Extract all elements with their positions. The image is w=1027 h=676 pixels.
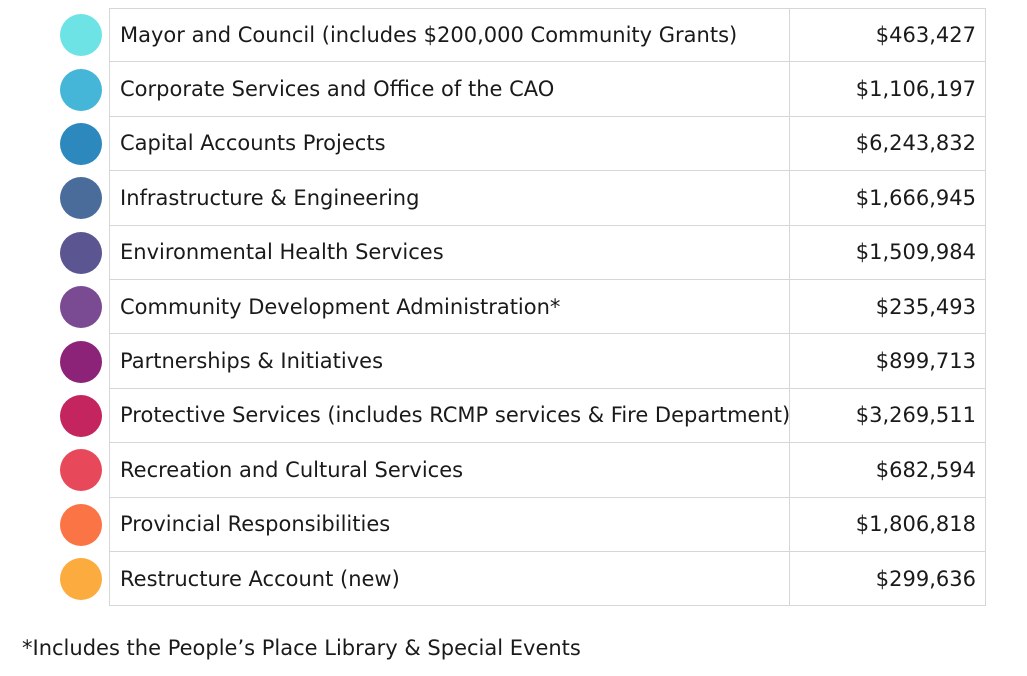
color-swatch [60,341,102,383]
color-swatch [60,123,102,165]
row-label: Recreation and Cultural Services [110,443,790,496]
row-label: Restructure Account (new) [110,552,790,605]
color-swatch [60,504,102,546]
color-swatch [60,177,102,219]
table-row [60,8,986,62]
row-amount: $1,666,945 [855,185,976,210]
table-row [60,117,986,171]
color-swatch [60,449,102,491]
row-label: Mayor and Council (includes $200,000 Community Grants) [110,9,790,61]
table-row [60,498,986,552]
color-swatch [60,69,102,111]
table-row [60,389,986,443]
color-swatch [60,232,102,274]
row-amount: $682,594 [875,457,976,482]
row-amount: $899,713 [875,349,976,374]
row-amount: $1,106,197 [855,77,976,102]
table-row [60,334,986,388]
footnote: *Includes the People’s Place Library & Special Events [22,636,581,660]
row-label: Partnerships & Initiatives [110,334,790,387]
row-amount: $1,509,984 [855,240,976,265]
table-row [60,62,986,116]
table-row [60,280,986,334]
row-amount: $299,636 [875,566,976,591]
row-amount: $235,493 [875,294,976,319]
color-swatch [60,286,102,328]
color-swatch [60,14,102,56]
row-label: Community Development Administration* [110,280,790,333]
table-row [60,552,986,606]
row-label: Infrastructure & Engineering [110,171,790,224]
row-amount: $3,269,511 [855,403,976,428]
budget-legend-table [60,8,986,606]
row-amount: $6,243,832 [855,131,976,156]
row-label: Provincial Responsibilities [110,498,790,551]
row-label: Corporate Services and Office of the CAO [110,62,790,115]
color-swatch [60,395,102,437]
row-label: Protective Services (includes RCMP services & Fire Department) [110,389,790,442]
table-row [60,226,986,280]
row-label: Environmental Health Services [110,226,790,279]
table-row [60,171,986,225]
table-row [60,443,986,497]
color-swatch [60,558,102,600]
row-amount: $1,806,818 [855,512,976,537]
row-label: Capital Accounts Projects [110,117,790,170]
row-amount: $463,427 [875,23,976,48]
